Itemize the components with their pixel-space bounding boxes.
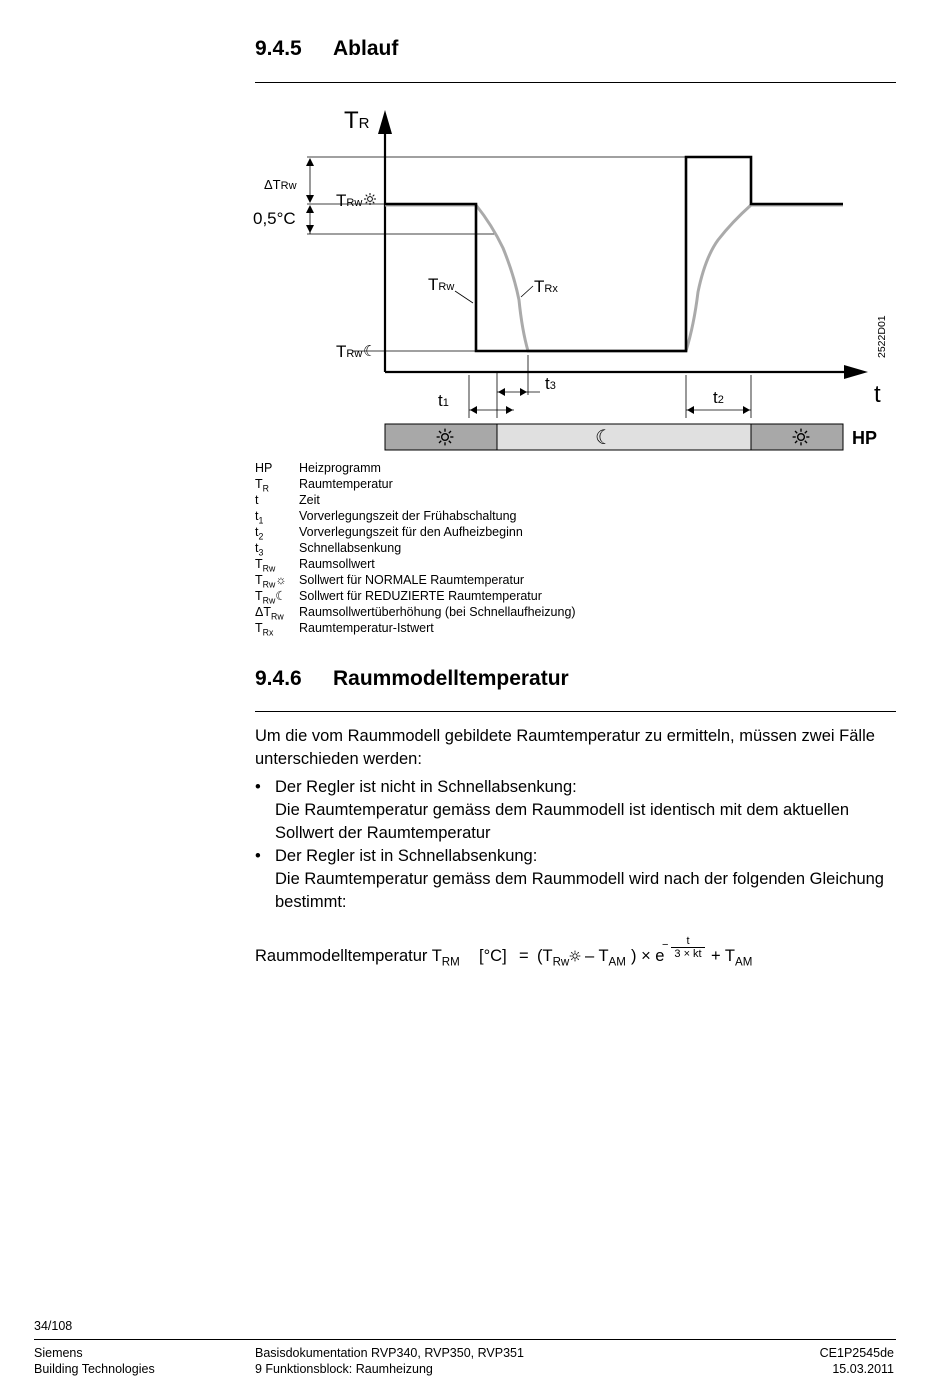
section-title: Raummodelltemperatur	[333, 667, 569, 690]
footer-doc-id: CE1P2545de	[819, 1346, 894, 1360]
legend-symbol: $\Delta T_{Rw}$	[255, 605, 284, 622]
formula-mult: ) × e	[631, 947, 665, 965]
dimension-arrow-icon	[520, 388, 527, 396]
dimension-arrow-icon	[743, 406, 750, 414]
legend-description: Vorverlegungszeit für den Aufheizbeginn	[299, 525, 523, 539]
x-axis-arrow-icon	[844, 365, 868, 379]
exponent-denominator: 3 × kt	[674, 948, 702, 960]
y-axis-arrow-icon	[378, 110, 392, 134]
legend-description: Vorverlegungszeit der Frühabschaltung	[299, 509, 517, 523]
page-number: 34/108	[34, 1319, 73, 1333]
exponent-numerator: t	[671, 935, 705, 948]
legend-description: Raumtemperatur-Istwert	[299, 621, 434, 635]
exponent-minus: −	[662, 939, 669, 951]
hp-label: HP	[852, 428, 878, 448]
trw-sun-label: TRw	[336, 191, 363, 210]
list-item	[255, 776, 895, 845]
leader-line	[521, 286, 533, 297]
bullet-body: Die Raumtemperatur gemäss dem Raummodell ist identisch mit dem aktuellen Sollwert der Raumtemperatur	[275, 801, 850, 842]
bullet-icon: •	[255, 778, 261, 796]
x-axis-label: t	[874, 381, 881, 408]
trx-label: TRx	[534, 277, 558, 296]
trw-label: TRw	[428, 275, 455, 294]
legend-symbol: t	[255, 493, 259, 507]
bullet-head: Der Regler ist in Schnellabsenkung:	[275, 847, 538, 865]
legend-description: Sollwert für NORMALE Raumtemperatur	[299, 573, 525, 587]
legend-symbol-icon: ☼	[275, 573, 287, 587]
formula-plus: + $T_{AM}$	[711, 947, 753, 969]
footer-division: Building Technologies	[34, 1362, 155, 1376]
actual-temperature-curve	[385, 205, 843, 351]
dimension-arrow-icon	[306, 195, 314, 203]
formula-eq: =	[519, 947, 529, 965]
delta-trw-label: ΔTRw	[264, 177, 297, 192]
legend-symbol: HP	[255, 461, 273, 475]
section-heading-raummodell	[255, 667, 569, 691]
dimension-arrow-icon	[498, 388, 505, 396]
t2-label: t2	[713, 388, 724, 407]
footer-divider	[34, 1339, 896, 1340]
legend-description: Raumsollwert	[299, 557, 375, 571]
section-number: 9.4.5	[255, 37, 302, 60]
t1-label: t1	[438, 391, 449, 410]
sun-icon	[569, 950, 581, 962]
dimension-arrow-icon	[306, 158, 314, 166]
legend-symbol: $T_{Rw}☼$	[255, 573, 287, 590]
setpoint-curve	[385, 157, 843, 351]
legend-symbol-icon: ☾	[275, 589, 287, 603]
legend-description: Raumsollwertüberhöhung (bei Schnellaufheizung)	[299, 605, 576, 619]
formula-minus: – $T_{AM}$	[585, 947, 626, 969]
legend-symbol: $T_{Rx}$	[255, 621, 274, 638]
hp-bar-night	[497, 424, 751, 450]
bullet-icon: •	[255, 847, 261, 865]
dimension-arrow-icon	[687, 406, 694, 414]
footer-date: 15.03.2011	[832, 1362, 894, 1376]
footer-company: Siemens	[34, 1346, 83, 1360]
divider	[255, 711, 896, 712]
legend-symbol: $t_1$	[255, 509, 264, 526]
bullet-list	[255, 776, 895, 914]
list-item	[255, 845, 895, 914]
legend-description: Zeit	[299, 493, 320, 507]
legend-symbol: $T_R$	[255, 477, 269, 494]
footer-doc-title: Basisdokumentation RVP340, RVP350, RVP351	[255, 1346, 524, 1360]
dimension-arrow-icon	[506, 406, 513, 414]
ablauf-diagram	[0, 0, 950, 460]
moon-icon: ☾	[595, 427, 613, 449]
footer-chapter: 9 Funktionsblock: Raumheizung	[255, 1362, 433, 1376]
bullet-body: Die Raumtemperatur gemäss dem Raummodell wird nach der folgenden Gleichung bestimmt:	[275, 870, 884, 911]
bullet-head: Der Regler ist nicht in Schnellabsenkung:	[275, 778, 577, 796]
legend-description: Sollwert für REDUZIERTE Raumtemperatur	[299, 589, 542, 603]
formula-unit: [°C]	[479, 947, 507, 965]
legend-symbol: $t_3$	[255, 541, 264, 558]
legend-symbol: $T_{Rw}$	[255, 557, 276, 574]
dimension-arrow-icon	[470, 406, 477, 414]
t3-label: t3	[545, 374, 556, 393]
half-degree-label: 0,5°C	[253, 209, 296, 228]
leader-line	[455, 291, 473, 303]
section-number: 9.4.6	[255, 667, 302, 690]
sun-icon	[364, 193, 376, 205]
legend-description: Heizprogramm	[299, 461, 381, 475]
section-title: Ablauf	[333, 37, 399, 60]
legend-symbol: $t_2$	[255, 525, 264, 542]
moon-icon: ☾	[363, 343, 377, 360]
y-axis-label: TR	[344, 107, 370, 134]
figure-code: 2522D01	[876, 315, 888, 358]
trw-moon-label: TRw	[336, 342, 363, 361]
formula-name: Raummodelltemperatur $T_{RM}$	[255, 947, 460, 969]
legend-description: Schnellabsenkung	[299, 541, 402, 555]
intro-paragraph: Um die vom Raummodell gebildete Raumtemperatur zu ermitteln, müssen zwei Fälle unterschieden werden:	[255, 727, 875, 768]
formula-open: ($T_{Rw}$	[537, 947, 570, 969]
dimension-arrow-icon	[306, 205, 314, 213]
dimension-arrow-icon	[306, 225, 314, 233]
legend-description: Raumtemperatur	[299, 477, 393, 491]
legend-symbol: $T_{Rw}☾$	[255, 589, 287, 606]
